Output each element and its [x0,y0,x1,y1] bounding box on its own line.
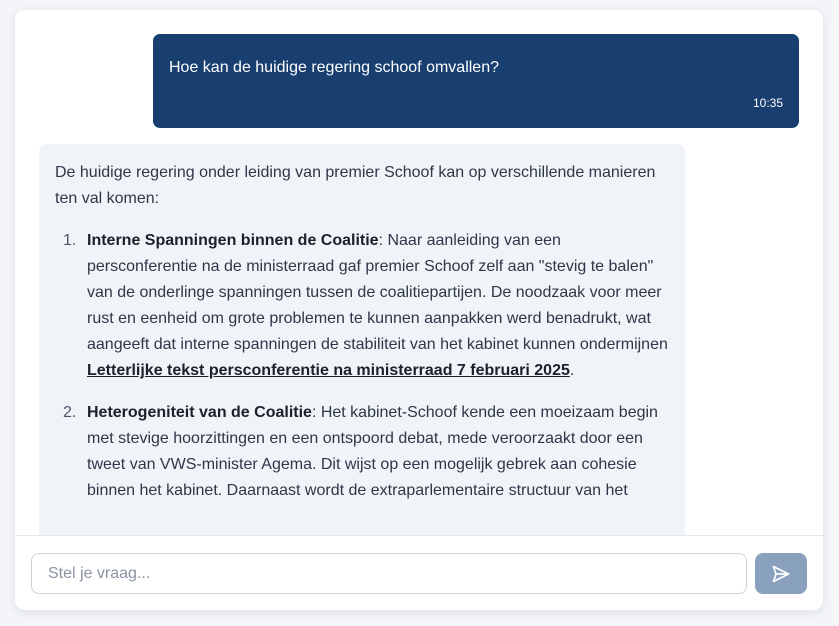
list-item-body: Naar aanleiding van een persconferentie na de ministerraad gaf premier Schoof zelf aan "stevig te balen" van de onderlinge spanningen tussen de coalitiepartijen. De noodzaak voor meer rust en eenheid om grote problemen te kunnen aanpakken werd benadrukt, wat aangeeft dat interne spanningen de stabiliteit van het kabinet kunnen ondermijnen [87,232,668,353]
send-button[interactable] [755,553,807,594]
list-item-number: 1. [63,232,77,249]
send-icon [771,564,791,584]
answer-list [55,228,669,504]
list-item-separator: : [311,404,317,421]
user-message-text: Hoe kan de huidige regering schoof omvallen? [169,59,499,76]
assistant-message [39,144,685,535]
question-input[interactable] [31,553,747,594]
composer-bar [15,535,823,610]
message-timestamp: 10:35 [752,96,783,110]
list-item [55,228,669,384]
source-link[interactable]: Letterlijke tekst persconferentie na ministerraad 7 februari 2025 [87,362,570,379]
list-item [55,400,669,504]
assistant-intro: De huidige regering onder leiding van premier Schoof kan op verschillende manieren ten val komen: [55,164,656,207]
list-item-end: . [569,362,575,379]
list-item-title: Interne Spanningen binnen de Coalitie [87,232,379,249]
list-item-title: Heterogeniteit van de Coalitie [87,404,312,421]
chat-window [15,10,823,610]
user-message [153,34,799,128]
list-item-body: Het kabinet-Schoof kende een moeizaam begin met stevige hoorzittingen en een ontspoord debat, mede veroorzaakt door een tweet van VWS-minister Agema. Dit wijst op een mogelijk gebrek aan cohesie binnen het kabinet. Daarnaast wordt de extraparlementaire structuur van het [87,404,658,499]
list-item-separator: : [378,232,384,249]
message-list[interactable] [15,10,823,535]
list-item-number: 2. [63,404,77,421]
